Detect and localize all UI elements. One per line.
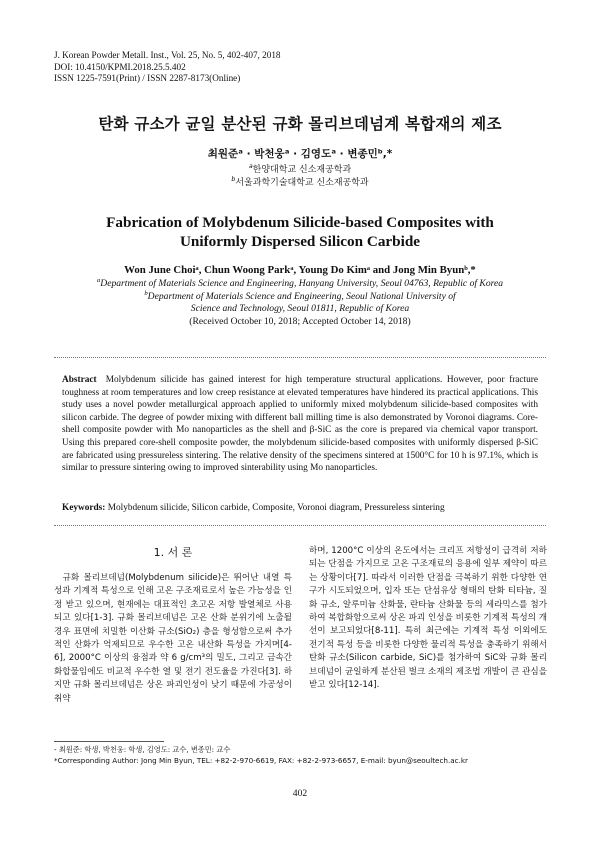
english-affiliation-a: $^a$Department of Materials Science and Engineering, Hanyang University, Seoul 04763, Republic of Korea — [96, 276, 504, 289]
keywords — [62, 502, 538, 515]
footnote-rule — [54, 741, 164, 742]
journal-header — [54, 50, 281, 85]
divider-bottom — [54, 525, 546, 526]
abstract — [62, 374, 538, 475]
doi: DOI: 10.4150/KPMI.2018.25.5.402 — [54, 61, 186, 72]
keywords-text: Molybdenum silicide, Silicon carbide, Composite, Voronoi diagram, Pressureless sintering — [107, 503, 445, 513]
corresponding-author: *Corresponding Author: Jong Min Byun, TEL: +82-2-970-6619, FAX: +82-2-973-6657, E-mail: byun@seoultech.ac.kr — [54, 755, 469, 765]
received-dates: (Received October 10, 2018; Accepted October 14, 2018) — [189, 315, 411, 327]
english-title-line2: Uniformly Dispersed Silicon Carbide — [179, 233, 421, 250]
page-number: 402 — [292, 788, 308, 799]
body-column-right — [309, 545, 547, 692]
intro-paragraph-left: 규화 몰리브데넘(Molybdenum silicide)은 뛰어난 내열 특성과 기계적 특성으로 인해 고온 구조재료로서 높은 가능성을 인정 받고 있으며, 현재에는 대표적인 초고온 저항 발열체로 사용되고 있다[1-3]. 규화 몰리브데넘은 고온 산화 분위기에 노출될 경우 표면에 치밀한 이산화 규소(SiO₂) 층을 형성함으로써 추가적인 산화가 억제되므로 우수한 고온 내산화 특성을 가지며[4-6], 2000°C 이상의 융점과 약 6 g/cm³의 밀도, 그리고 금속간화합물임에도 비교적 우수한 열 및 전기 전도율을 가진다[3]. 하지만 규화 몰리브데넘은 상온 파괴인성이 낮기 때문에 가공성이 취약 — [54, 573, 292, 704]
korean-authors: 최원준ᵃ · 박천웅ᵃ · 김영도ᵃ · 변종민ᵇ,* — [207, 148, 393, 160]
author-roles: - 최원준: 학생, 박천웅: 학생, 김영도: 교수, 변종민: 교수 — [54, 745, 231, 754]
english-affiliation-b: $^b$Department of Materials Science and Engineering, Seoul National University of — [144, 289, 456, 302]
issn: ISSN 1225-7591(Print) / ISSN 2287-8173(Online) — [54, 73, 241, 84]
abstract-text: Molybdenum silicide has gained interest for high temperature structural applications. However, poor fracture toughness at room temperatures and low creep resistance at elevated temperatures have hindered its practical applications. This study uses a novel powder metallurgical approach applied to uniformly mixed molybdenum silicide-based composites with silicon carbide. The degree of powder mixing with different ball milling time is also demonstrated by Voronoi diagrams. Core-shell composite powder with Mo nanoparticles as the shell and β-SiC as the core is prepared via chemical vapor transport. Using this prepared core-shell composite powder, the molybdenum silicide-based composites with uniformly dispersed β-SiC are fabricated using pressureless sintering. The relative density of the specimens sintered at 1500°C for 10 h is 97.1%, which is similar to pressure sintering owing to improved sinterability using Mo nanoparticles. — [62, 375, 538, 474]
divider-top — [54, 357, 546, 358]
english-authors: Won June Choiᵃ, Chun Woong Parkᵃ, Young Do Kimᵃ and Jong Min Byunᵇ,* — [124, 264, 476, 276]
english-affiliations — [0, 278, 600, 328]
keywords-label: Keywords: — [62, 503, 106, 513]
korean-title: 탄화 규소가 균일 분산된 규화 몰리브데넘계 복합재의 제조 — [98, 115, 502, 133]
korean-affiliation-b: $^b$서울과학기술대학교 신소재공학과 — [231, 176, 369, 188]
english-title-line1: Fabrication of Molybdenum Silicide-based Composites with — [106, 214, 494, 231]
abstract-label: Abstract — [62, 375, 97, 385]
footnotes — [54, 745, 468, 766]
korean-affiliations — [0, 164, 600, 190]
english-title — [0, 213, 600, 251]
english-affiliation-b-cont: Science and Technology, Seoul 01811, Republic of Korea — [190, 303, 410, 314]
korean-affiliation-a: $^a$한양대학교 신소재공학과 — [248, 163, 352, 175]
journal-citation: J. Korean Powder Metall. Inst., Vol. 25, No. 5, 402-407, 2018 — [54, 50, 281, 60]
body-column-left — [54, 572, 292, 706]
intro-paragraph-right: 하며, 1200°C 이상의 온도에서는 크리프 저항성이 급격히 저하되는 단점을 가지므로 고온 구조재료의 응용에 일부 제약이 따르는 상황이다[7]. 따라서 이러한 단점을 극복하기 위한 다양한 연구가 시도되었으며, 입자 또는 단섬유상 형태의 탄화 티타늄, 질화 규소, 알루미늄 산화물, 란타늄 산화물 등의 세라믹스를 첨가하여 복합화함으로써 상온 파괴 인성을 비롯한 기계적 특성의 개선이 보고되었다[8-11]. 특히 최근에는 기계적 특성 이외에도 전기적 특성 등을 비롯한 다양한 물리적 특성을 충족하기 위해서 탄화 규소(Silicon carbide, SiC)를 첨가하여 SiC와 규화 몰리브데넘이 균일하게 분산된 벌크 소재의 제조법 개발이 큰 관심을 받고 있다[12-14]. — [309, 546, 547, 691]
section-heading: 1. 서 론 — [153, 546, 193, 559]
